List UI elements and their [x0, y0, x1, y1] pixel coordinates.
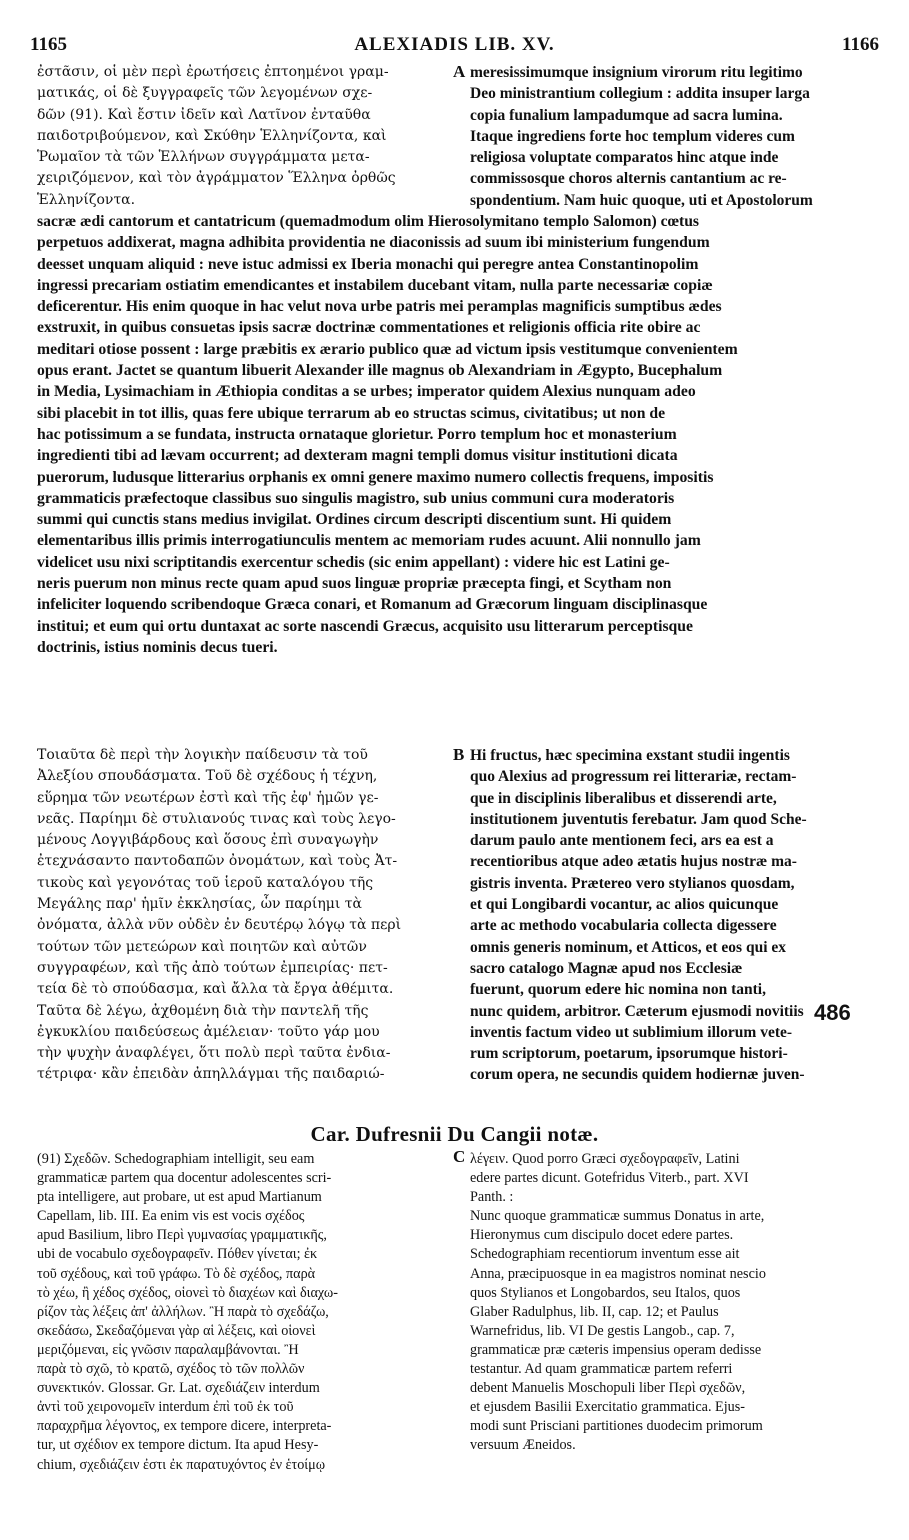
top-latin-column	[470, 62, 872, 211]
paragraph-line: hac potissimum a se fundata, instructa ornataque glorietur. Porro templum hoc et monasterium	[37, 425, 677, 443]
greek-line: μένους Λογγιβάρδους καὶ ὅσους ἐπὶ συναγωγὴν	[37, 832, 379, 849]
note-line: Schedographiam recentiorum inventum esse ait	[470, 1246, 740, 1263]
latin-line: quo Alexius ad progressum rei litterariæ, rectam-	[470, 768, 797, 786]
greek-line: ματικάς, οἱ δὲ ξυγγραφεῖς τῶν λεγομένων σχε-	[37, 85, 373, 102]
page-number-left: 1165	[30, 34, 67, 55]
greek-line: Τοιαῦτα δὲ περὶ τὴν λογικὴν παίδευσιν τὰ τοῦ	[37, 747, 368, 763]
note-line: τοῦ σχέδους, καὶ τοῦ γράφω. Τὸ δὲ σχέδος, παρὰ	[37, 1265, 316, 1282]
note-line: μεριζόμεναι, εἰς γνῶσιν παραλαμβάνονται. Ἢ	[37, 1341, 299, 1358]
latin-line: et qui Longibardi vocantur, ac alios quicunque	[470, 896, 779, 914]
greek-line: τεία δὲ τὸ σπούδασμα, καὶ ἄλλα τὰ ἔργα ἀθέμιτα.	[37, 981, 394, 998]
paragraph-line: puerorum, ludusque litterarius orphanis ex omni genere maximo numero collectis frequens, impositis	[37, 468, 714, 486]
paragraph-line: sacræ ædi cantorum et cantatricum (quemadmodum olim Hierosolymitano templo Salomon) cœtus	[37, 213, 700, 230]
note-line: ἀντὶ τοῦ χειρονομεῖν interdum ἐπὶ τοῦ ἐκ τοῦ	[37, 1399, 294, 1416]
latin-line: nunc quidem, arbitror. Cæterum ejusmodi novitiis	[470, 1002, 804, 1020]
note-line: παραχρῆμα λέγοντος, ex tempore dicere, interpreta-	[37, 1418, 332, 1435]
note-line: quos Stylianos et Longobardos, seu Italos, quos	[470, 1284, 741, 1301]
paragraph-line: doctrinis, istius nominis decus tueri.	[37, 638, 278, 656]
latin-line: recentioribus atque adeo ætatis hujus nostræ ma-	[470, 853, 797, 871]
paragraph-line: exstruxit, in quibus consuetas ipsis sacræ doctrinæ commentationes et religionis officia rite obire ac	[37, 319, 701, 337]
greek-line: τικοὺς καὶ γεγονότας τοῦ ἱεροῦ καταλόγου τῆς	[37, 874, 374, 891]
greek-line: Ἑλληνίζοντα.	[37, 191, 136, 208]
note-line: grammaticæ partem qua docentur adolescentes scri-	[37, 1170, 332, 1187]
latin-line: gistris inventa. Prætereo vero stylianos quosdam,	[470, 874, 795, 892]
greek-line: συγγραφέων, καὶ τῆς ἀπὸ τούτων ἐμπειρίας· πετ-	[37, 959, 388, 976]
greek-line: ἐγκυκλίου παιδεύσεως ἀμέλειαν· τοῦτο γάρ μου	[37, 1023, 380, 1040]
paragraph-line: sibi placebit in tot illis, quas fere ubique terrarum ab eo structas scimus, civitatibus; ut non de	[37, 404, 666, 422]
paragraph-line: summi qui cunctis stans medius invigilat. Ordines circum descripti discentium sunt. Hi quidem	[37, 511, 672, 529]
note-left-column	[37, 1150, 457, 1475]
paragraph-line: ingressi precariam ostiatim emendicantes et instabilem ducebant vitam, nulla parte necessariæ copiæ	[37, 276, 713, 294]
paragraph-line: elementaribus illis primis interrogatiunculis mentem ac memoriam rudes acuunt. Alii nonnullo jam	[37, 532, 701, 550]
latin-line: commissosque choros alternis cantantium ac re-	[470, 170, 787, 188]
latin-line: spondentium. Nam huic quoque, uti et Apostolorum	[470, 191, 813, 209]
note-line: Warnefridus, lib. VI De gestis Langob., cap. 7,	[470, 1322, 735, 1339]
paragraph-line: videlicet usu nixi scriptitandis exercentur schedis (sic enim appellant) : videre hic est Latini ge-	[37, 553, 670, 571]
paragraph-line: institui; et eum qui ortu duntaxat ac sorte nascendi Græcus, acquisito usu litterarum perceptisque	[37, 617, 693, 635]
greek-line: νεᾶς. Παρίημι δὲ στυλιανούς τινας καὶ τοὺς λεγο-	[37, 810, 396, 827]
note-line: chium, σχεδιάζειν ἐστι ἐκ παρατυχόντος ἐν ἑτοίμῳ	[37, 1456, 326, 1473]
latin-line: meresissimumque insignium virorum ritu legitimo	[470, 64, 803, 81]
latin-line: Hi fructus, hæc specimina exstant studii ingentis	[470, 747, 790, 764]
note-line: τὸ χέω, ἢ χέδος σχέδος, οἱονεὶ τὸ διαχέων καὶ διαχω-	[37, 1284, 338, 1301]
note-line: debent Manuelis Moschopuli liber Περὶ σχεδῶν,	[470, 1380, 746, 1397]
latin-line: omnis generis nominum, et Atticos, et eos qui ex	[470, 938, 787, 956]
latin-line: Deo ministrantium collegium : addita insuper larga	[470, 85, 810, 103]
paragraph-line: perpetuos addixerat, magna adhibita providentia ne diaconissis ad suum ibi ministerium fungendum	[37, 234, 710, 252]
notes-heading: Car. Dufresnii Du Cangii notæ.	[310, 1122, 599, 1146]
greek-line: εὕρημα τῶν νεωτέρων ἐστὶ καὶ τῆς ἐφ' ἡμῶν γε-	[37, 789, 379, 806]
latin-line: fuerunt, quorum edere hic nomina non tanti,	[470, 981, 766, 999]
note-line: versuum Æneidos.	[470, 1437, 576, 1454]
column-marker-b: B	[453, 745, 465, 764]
note-line: συνεκτικόν. Glossar. Gr. Lat. σχεδιάζειν interdum	[37, 1380, 320, 1397]
note-line: Glaber Radulphus, lib. II, cap. 12; et Paulus	[470, 1303, 719, 1320]
note-line: et ejusdem Basilii Exercitatio grammatica. Ejus-	[470, 1399, 745, 1416]
mid-latin-column	[470, 745, 872, 1086]
note-line: modi sunt Prisciani partitiones duodecim primorum	[470, 1418, 763, 1435]
note-line: Nunc quoque grammaticæ summus Donatus in arte,	[470, 1208, 765, 1225]
greek-line: ὀνόματα, ἀλλὰ νῦν οὐδὲν ἐν δευτέρῳ λόγῳ τὰ περὶ	[37, 917, 402, 934]
greek-line: Ἀλεξίου σπουδάσματα. Τοῦ δὲ σχέδους ἡ τέχνη,	[37, 768, 378, 785]
note-line: Hieronymus cum discipulo docet edere partes.	[470, 1227, 734, 1244]
full-width-latin-paragraph	[37, 211, 871, 658]
column-marker-c: C	[453, 1147, 466, 1166]
paragraph-line: deesset unquam aliquid : neve istuc admissi ex Iberia monachi qui peregre antea Constantinopolim	[37, 255, 699, 273]
paragraph-line: meditari otiose possent : large præbitis ex ærario publico quæ ad victum ipsis vestitumque convenientem	[37, 340, 738, 358]
latin-line: Itaque ingrediens forte hoc templum videres cum	[470, 127, 795, 145]
latin-line: institutionem juventutis ferebatur. Jam quod Sche-	[470, 810, 807, 828]
note-line: ρίζον τὰς λέξεις ἀπ' ἀλλήλων. Ἢ παρὰ τὸ σχεδάζω,	[37, 1303, 329, 1320]
greek-line: ἐστᾶσιν, οἱ μὲν περὶ ἐρωτήσεις ἐπτοημένοι γραμ-	[37, 64, 389, 80]
paragraph-line: in Media, Lysimachiam in Æthiopia conditas a se urbes; imperator quidem Alexius nunquam adeo	[37, 383, 696, 401]
paragraph-line: opus erant. Jactet se quantum libuerit Alexander ille magnus ob Alexandriam in Ægypto, Bucephalum	[37, 362, 723, 380]
latin-line: inventis factum video ut sublimium illorum vete-	[470, 1023, 793, 1041]
note-line: tur, ut σχέδιον ex tempore dictum. Ita apud Hesy-	[37, 1437, 319, 1454]
latin-line: darum paulo ante mentionem feci, ars ea est a	[470, 832, 774, 850]
note-line: Panth. :	[470, 1189, 514, 1206]
mid-greek-column	[37, 745, 457, 1086]
running-title: ALEXIADIS LIB. XV.	[354, 34, 555, 55]
latin-line: religiosa voluptate comparatos hinc atque inde	[470, 149, 779, 167]
top-greek-column	[37, 62, 457, 211]
page-number-right: 1166	[842, 34, 879, 55]
latin-line: sacro catalogo Magnæ apud nos Ecclesiæ	[470, 959, 743, 977]
running-header	[30, 34, 879, 58]
note-line: grammaticæ præ cæteris impensius operam dedisse	[470, 1341, 762, 1358]
greek-line: παιδοτριβούμενον, καὶ Σκύθην Ἑλληνίζοντα, καὶ	[37, 127, 387, 144]
latin-line: arte ac methodo vocabularia collecta digessere	[470, 917, 777, 935]
greek-line: τούτων τῶν μετεώρων καὶ ποιητῶν καὶ αὐτῶν	[37, 938, 367, 955]
note-line: edere partes dicunt. Gotefridus Viterb., part. XVI	[470, 1170, 749, 1187]
paragraph-line: grammaticis præfectoque classibus suo singulis magistro, sub unius communi cura moderatoris	[37, 489, 675, 507]
note-line: pta intelligere, aut probare, ut est apud Martianum	[37, 1189, 322, 1206]
greek-line: ἐτεχνάσαντο παντοδαπῶν ὀνομάτων, καὶ τοὺς Ἀτ-	[37, 853, 398, 870]
greek-line: τὴν ψυχὴν ἀναφλέγει, ὅτι πολὺ περὶ ταῦτα ἐνδια-	[37, 1045, 391, 1062]
note-line: Anna, præcipuosque in ea magistros nominat nescio	[470, 1265, 766, 1282]
note-line: Capellam, lib. III. Ea enim vis est vocis σχέδος	[37, 1208, 305, 1225]
note-line: testantur. Ad quam grammaticæ partem referri	[470, 1361, 733, 1378]
margin-page-number: 486	[814, 1000, 851, 1025]
note-line: παρὰ τὸ σχῶ, τὸ κρατῶ, σχέδος τὸ τῶν πολλῶν	[37, 1361, 305, 1378]
latin-line: copia funalium lampadumque ad sacra lumina.	[470, 106, 783, 124]
note-right-column	[470, 1150, 872, 1456]
note-line: (91) Σχεδῶν. Schedographiam intelligit, seu eam	[37, 1151, 315, 1167]
note-line: σκεδάσω, Σκεδαζόμεναι γὰρ αἱ λέξεις, καὶ οἱονεὶ	[37, 1322, 316, 1339]
greek-line: Ῥωμαῖον τὰ τῶν Ἑλλήνων συγγράμματα μετα-	[37, 149, 370, 166]
column-marker-a: A	[453, 62, 466, 81]
note-line: λέγειν. Quod porro Græci σχεδογραφεῖν, Latini	[470, 1151, 740, 1167]
latin-line: que in disciplinis liberalibus et disserendi arte,	[470, 789, 777, 807]
greek-line: χειριζόμενον, καὶ τὸν ἀγράμματον Ἕλληνα ὀρθῶς	[37, 170, 396, 187]
greek-line: Μεγάλης παρ' ἡμῖν ἐκκλησίας, ὧν παρίημι τὰ	[37, 896, 362, 913]
paragraph-line: ingredienti tibi ad lævam occurrent; ad dexteram magni templi domus visitur institutioni dicata	[37, 447, 678, 465]
greek-line: τέτριφα· κἂν ἐπειδὰν ἀπηλλάγμαι τῆς παιδαριώ-	[37, 1066, 385, 1083]
note-line: apud Basilium, libro Περὶ γυμνασίας γραμματικῆς,	[37, 1227, 327, 1244]
paragraph-line: neris puerum non minus recte quam apud suos linguæ propriæ præcepta fingi, et Scytham non	[37, 575, 672, 593]
paragraph-line: infeliciter loquendo scribendoque Græca conari, et Romanum ad Græcorum linguam disciplinasque	[37, 596, 708, 614]
note-line: ubi de vocabulo σχεδογραφεῖν. Πόθεν γίνεται; ἐκ	[37, 1246, 318, 1263]
greek-line: δῶν (91). Καὶ ἔστιν ἰδεῖν καὶ Λατῖνον ἐνταῦθα	[37, 106, 371, 123]
paragraph-line: deficerentur. His enim quoque in hac velut nova urbe patris mei peramplas magnificis sumptibus ædes	[37, 298, 722, 316]
latin-line: rum scriptorum, poetarum, ipsorumque histori-	[470, 1045, 788, 1063]
latin-line: corum opera, ne secundis quidem hodiernæ juven-	[470, 1066, 805, 1084]
greek-line: Ταῦτα δὲ λέγω, ἀχθομένη διὰ τὴν παντελῆ τῆς	[37, 1002, 369, 1019]
